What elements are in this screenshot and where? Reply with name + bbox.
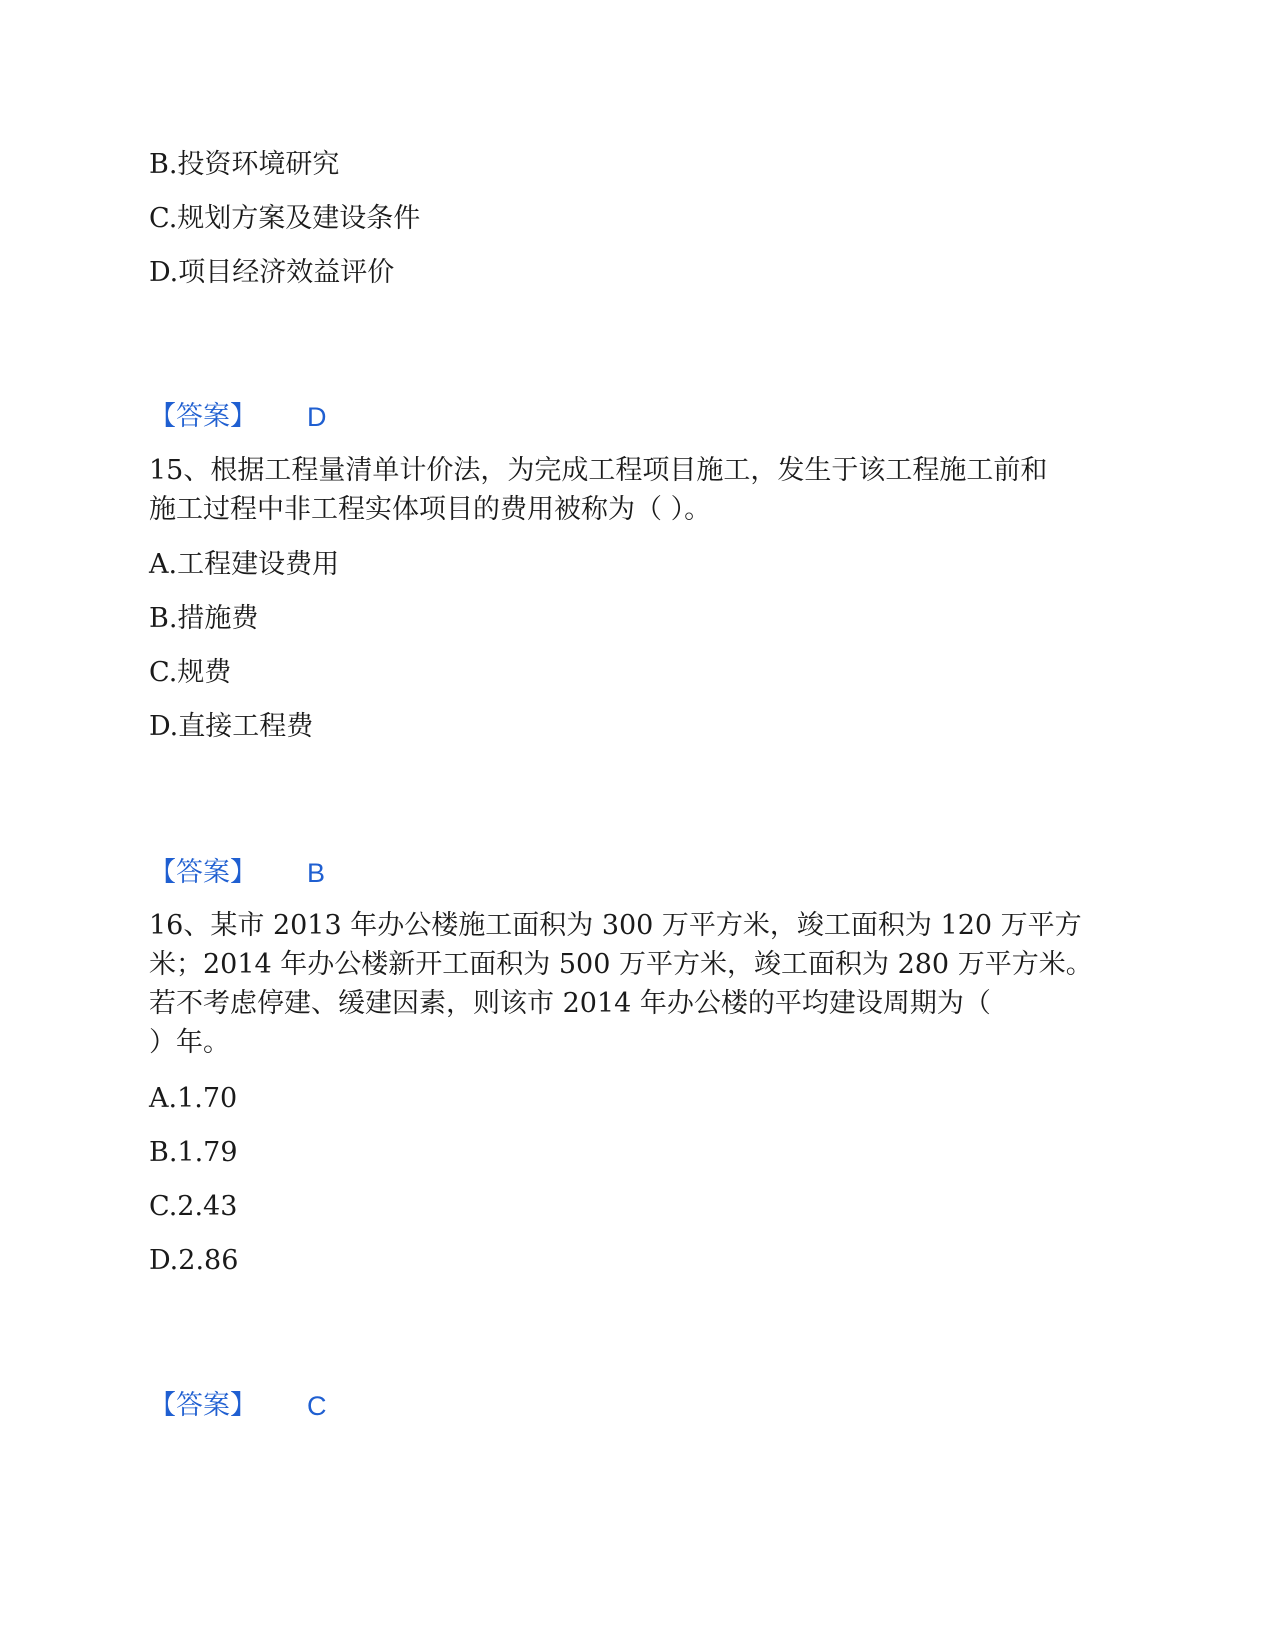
question-16-stem-line-2: 米；2014 年办公楼新开工面积为 500 万平方米，竣工面积为 280 万平方米。 (149, 949, 1093, 980)
option-a: A.1.70 (149, 1083, 238, 1114)
option-d: D.直接工程费 (149, 711, 314, 742)
answer-label: 【答案】 (149, 1390, 257, 1421)
answer-value: D (307, 402, 327, 432)
question-15-stem-line-1: 15、根据工程量清单计价法，为完成工程项目施工，发生于该工程施工前和 (149, 455, 1048, 486)
answer-label: 【答案】 (149, 401, 257, 432)
question-15-stem-line-2: 施工过程中非工程实体项目的费用被称为（ ）。 (149, 494, 712, 525)
answer-value: B (307, 858, 326, 888)
option-c: C.规费 (149, 657, 232, 688)
option-b: B.1.79 (149, 1137, 238, 1168)
option-d: D.项目经济效益评价 (149, 257, 395, 288)
answer-row (149, 1389, 327, 1423)
question-16-stem-line-1: 16、某市 2013 年办公楼施工面积为 300 万平方米，竣工面积为 120 万平方 (149, 910, 1082, 941)
option-d: D.2.86 (149, 1245, 239, 1276)
answer-value: C (307, 1391, 327, 1421)
option-c: C.规划方案及建设条件 (149, 203, 421, 234)
question-16-stem-line-4: ）年。 (149, 1027, 230, 1058)
answer-row (149, 856, 326, 890)
answer-row (149, 400, 327, 434)
option-c: C.2.43 (149, 1191, 238, 1222)
answer-label: 【答案】 (149, 857, 257, 888)
question-16-stem-line-3: 若不考虑停建、缓建因素，则该市 2014 年办公楼的平均建设周期为（ (149, 988, 991, 1019)
option-b: B.措施费 (149, 603, 259, 634)
option-b: B.投资环境研究 (149, 149, 340, 180)
option-a: A.工程建设费用 (149, 549, 340, 580)
